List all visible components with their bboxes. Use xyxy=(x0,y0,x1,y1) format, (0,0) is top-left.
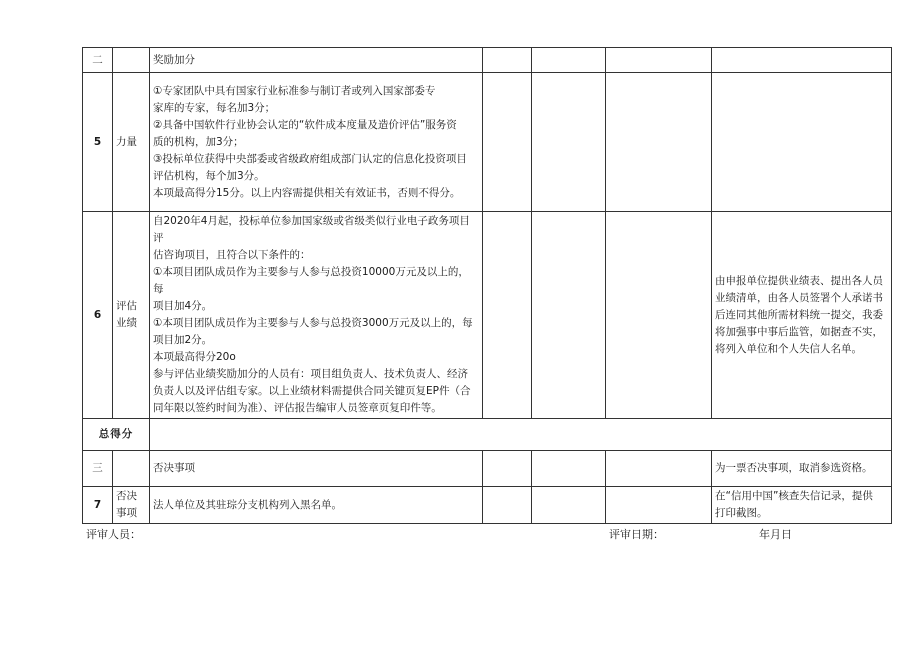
empty-cell xyxy=(532,48,606,73)
empty-cell xyxy=(532,73,606,212)
content-line: 自2020年4月起，投标单位参加国家级或省级类似行业电子政务项目评 xyxy=(153,215,470,244)
empty-cell xyxy=(532,487,606,524)
remark-line: 将加强事中事后监管，如据查不实， xyxy=(715,325,883,338)
review-date-label: 评审日期： xyxy=(609,528,664,541)
empty-cell xyxy=(606,48,712,73)
empty-cell xyxy=(483,73,532,212)
empty-cell xyxy=(532,212,606,419)
content-line: 本项最高得分15分。以上内容需提供相关有效证书，否则不得分。 xyxy=(153,186,461,199)
row-remark xyxy=(712,73,892,212)
empty-cell xyxy=(483,48,532,73)
row-number: 5 xyxy=(83,73,113,212)
content-line: 负责人以及评估组专家。以上业绩材料需提供合同关键页复EP件（合 xyxy=(153,385,471,397)
scoring-table xyxy=(82,47,892,524)
content-line: 项目加2分。 xyxy=(153,334,213,346)
table-row xyxy=(83,487,892,524)
row-content xyxy=(150,212,483,419)
row-number: 6 xyxy=(83,212,113,419)
row-name xyxy=(113,48,150,73)
empty-cell xyxy=(606,73,712,212)
row-remark xyxy=(712,451,892,487)
row-content xyxy=(150,487,483,524)
row-content xyxy=(150,73,483,212)
row-remark xyxy=(712,487,892,524)
remark-line: 在“信用中国”核查失信记录，提供 xyxy=(715,490,873,502)
empty-cell xyxy=(483,212,532,419)
content-line: 否决事项 xyxy=(153,462,195,474)
remark-line: 后连同其他所需材料统一提交，我委 xyxy=(715,308,883,321)
content-line: ①本项目团队成员作为主要参与人参与总投资10000万元及以上的，每 xyxy=(153,266,469,295)
content-line: 质的机构，加3分； xyxy=(153,135,244,148)
row-name: 力量 xyxy=(113,73,150,212)
empty-cell xyxy=(606,212,712,419)
content-line: 评估机构，每个加3分。 xyxy=(153,169,265,182)
reviewer-label: 评审人员： xyxy=(86,528,141,541)
content-line: ②具备中国软件行业协会认定的“软件成本度量及造价评估”服务资 xyxy=(153,118,457,131)
content-line: 家库的专家，每名加3分； xyxy=(153,101,276,114)
table-row xyxy=(83,212,892,419)
table-row xyxy=(83,73,892,212)
remark-line: 业绩清单，由各人员签署个人承诺书 xyxy=(715,291,883,304)
row-name: 评估业绩 xyxy=(113,212,150,419)
row-name xyxy=(113,451,150,487)
row-remark xyxy=(712,212,892,419)
content-line: 奖励加分 xyxy=(153,53,195,66)
content-line: ①专家团队中具有国家行业标准参与制订者或列入国家部委专 xyxy=(153,84,436,97)
content-line: 同年限以签约时间为准）、评估报告编审人员签章页复印件等。 xyxy=(153,402,442,414)
empty-cell xyxy=(532,451,606,487)
empty-cell xyxy=(606,487,712,524)
content-line: 估咨询项目，且符合以下条件的： xyxy=(153,249,311,261)
row-content xyxy=(150,451,483,487)
total-value xyxy=(150,419,892,451)
remark-line: 为一票否决事项，取消参选资格。 xyxy=(715,462,873,474)
row-remark xyxy=(712,48,892,73)
row-number: 7 xyxy=(83,487,113,524)
remark-line: 由申报单位提供业绩表、提出各人员 xyxy=(715,274,883,287)
content-line: ③投标单位获得中央部委或省级政府组成部门认定的信息化投资项目 xyxy=(153,152,467,165)
content-line: 本项最高得分20o xyxy=(153,351,236,363)
content-line: 参与评估业绩奖励加分的人员有：项目组负责人、技术负责人、经济 xyxy=(153,368,468,380)
content-line: 项目加4分。 xyxy=(153,300,213,312)
content-line: 法人单位及其驻琮分支机构列入黑名单。 xyxy=(153,498,342,511)
empty-cell xyxy=(483,451,532,487)
remark-line: 将列入单位和个人失信人名单。 xyxy=(715,342,862,355)
total-label: 总得分 xyxy=(83,419,150,451)
row-name: 否决事项 xyxy=(113,487,150,524)
content-line: ①本项目团队成员作为主要参与人参与总投资3000万元及以上的，每 xyxy=(153,317,473,329)
review-date-value: 年月日 xyxy=(759,528,792,541)
empty-cell xyxy=(483,487,532,524)
row-content xyxy=(150,48,483,73)
table-row xyxy=(83,48,892,73)
row-number: 三 xyxy=(83,451,113,487)
remark-line: 打印截图。 xyxy=(715,507,768,519)
empty-cell xyxy=(606,451,712,487)
row-number: 二 xyxy=(83,48,113,73)
table-row xyxy=(83,451,892,487)
total-row xyxy=(83,419,892,451)
